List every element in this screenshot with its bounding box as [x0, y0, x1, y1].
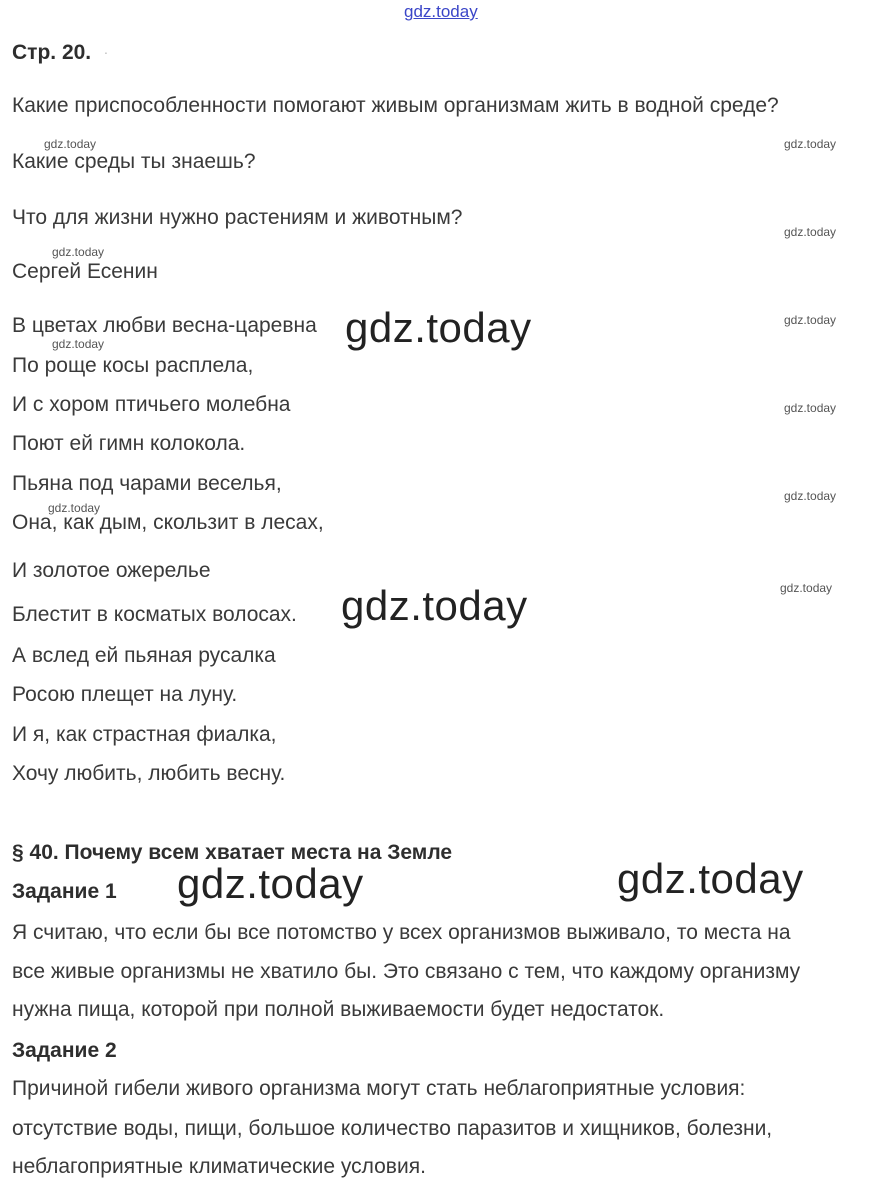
poem-author: Сергей Есенин [12, 260, 158, 283]
watermark-large: gdz.today [345, 304, 532, 351]
poem-line: Пьяна под чарами веселья, [12, 472, 282, 495]
task-text-line: Я считаю, что если бы все потомство у всех организмов выживало, то места на [12, 921, 791, 944]
watermark-small: gdz.today [784, 137, 837, 151]
watermark-large: gdz.today [341, 582, 528, 629]
task-text-line: Причиной гибели живого организма могут стать неблагоприятные условия: [12, 1077, 746, 1100]
task-text-line: все живые организмы не хватило бы. Это связано с тем, что каждому организму [12, 960, 801, 983]
watermark-small: gdz.today [784, 313, 837, 327]
watermark-small: gdz.today [52, 337, 105, 351]
section-title: § 40. Почему всем хватает места на Земле [12, 841, 453, 864]
watermark-large: gdz.today [617, 855, 804, 902]
watermark-small: gdz.today [48, 501, 101, 515]
page-reference-dot: . [104, 41, 108, 57]
poem-line: И золотое ожерелье [12, 559, 211, 582]
watermark-small: gdz.today [784, 401, 837, 415]
watermark-small: gdz.today [52, 245, 105, 259]
task-label: Задание 2 [12, 1039, 117, 1062]
task-text-line: неблагоприятные климатические условия. [12, 1155, 426, 1178]
poem-line: Блестит в косматых волосах. [12, 603, 297, 626]
question-line: Какие приспособленности помогают живым организмам жить в водной среде? [12, 94, 779, 117]
page-reference: Стр. 20. [12, 41, 92, 64]
watermark-small: gdz.today [784, 489, 837, 503]
poem-line: Хочу любить, любить весну. [12, 762, 286, 785]
poem-line: А вслед ей пьяная русалка [12, 644, 276, 667]
watermark-top-link[interactable]: gdz.today [404, 2, 478, 21]
question-line: Что для жизни нужно растениям и животным? [12, 206, 463, 229]
poem-line: Она, как дым, скользит в лесах, [12, 511, 324, 534]
task-label: Задание 1 [12, 880, 117, 903]
watermark-large: gdz.today [177, 860, 364, 907]
poem-line: И с хором птичьего молебна [12, 393, 291, 416]
watermark-small: gdz.today [784, 225, 837, 239]
watermark-small: gdz.today [780, 581, 833, 595]
watermark-small: gdz.today [44, 137, 97, 151]
poem-line: И я, как страстная фиалка, [12, 723, 277, 746]
task-text-line: отсутствие воды, пищи, большое количество паразитов и хищников, болезни, [12, 1117, 773, 1140]
question-line: Какие среды ты знаешь? [12, 150, 256, 173]
poem-line: В цветах любви весна-царевна [12, 314, 317, 337]
poem-line: Поют ей гимн колокола. [12, 432, 246, 455]
poem-line: По роще косы расплела, [12, 354, 254, 377]
poem-line: Росою плещет на луну. [12, 683, 238, 706]
task-text-line: нужна пища, которой при полной выживаемости будет недостаток. [12, 998, 665, 1021]
